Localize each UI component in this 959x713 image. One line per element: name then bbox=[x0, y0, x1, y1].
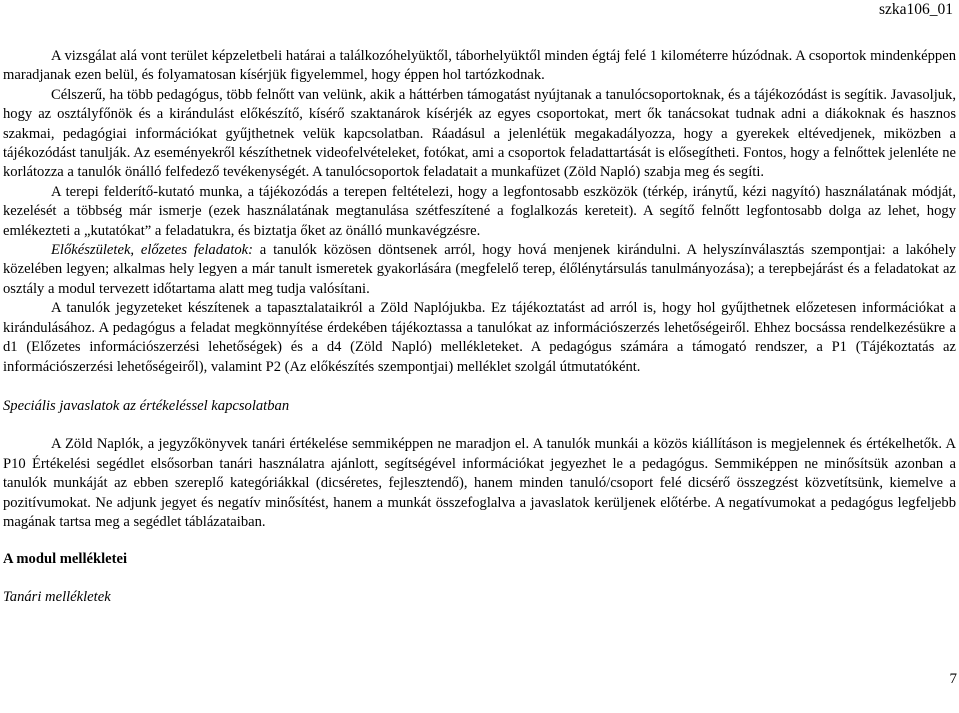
paragraph-area-boundaries: A vizsgálat alá vont terület képzeletbeli határai a találkozóhelyüktől, táborhelyüktől minden égtáj felé 1 kilométerre húzódnak. A csoportok mindenképpen maradjanak ezen belül, és folyamatosan kísérjük figyelemmel, hogy éppen hol tartózkodnak. bbox=[3, 48, 956, 84]
paragraph-preparation bbox=[3, 241, 956, 299]
document-body bbox=[3, 47, 956, 607]
preparation-label: Előkészületek, előzetes feladatok: bbox=[51, 242, 254, 259]
document-id: szka106_01 bbox=[878, 1, 953, 18]
heading-module-attachments: A modul mellékletei bbox=[3, 551, 128, 568]
heading-teacher-attachments: Tanári mellékletek bbox=[3, 588, 111, 605]
preparation-text: a tanulók közösen döntsenek arról, hogy hová menjenek kirándulni. A helyszínválasztás szempontjai: a lakóhely közelében legyen; alkalmas hely legyen a már tanult ismeretek gyakorlására (megfelelő terep, élőlénytársulás tanulmányozása); a terepbejárást és a feladatokat az osztály a modul tervezett időtartama alatt meg tudja valósítani. bbox=[3, 242, 956, 297]
paragraph-adult-support: Célszerű, ha több pedagógus, több felnőtt van velünk, akik a háttérben támogatást nyújtanak a tanulócsoportoknak, és a tájékozódást is segítik. Javasoljuk, hogy az osztályfőnök és a kirándulást előkészítő, kísérő szaktanárok kísérjék az egyes csoportokat, mert ők tanácsokat tudnak adni a diákoknak és hasznos szakmai, pedagógiai információkat gyűjthetnek velük kapcsolatban. Ráadásul a jelenlétük megakadályozza, hogy a gyerekek eltévedjenek, miközben a tájékozódást tanulják. Az eseményekről készíthetnek videofelvételeket, fotókat, ami a csoportok feladattartását is elősegítheti. Fontos, hogy a felnőttek jelenléte ne korlátozza a tanulók önálló felfedező tevékenységét. A tanulócsoportok feladatait a munkafüzet (Zöld Napló) szabja meg és segíti. bbox=[3, 86, 956, 181]
section-title-evaluation: Speciális javaslatok az értékeléssel kapcsolatban bbox=[3, 397, 290, 414]
paragraph-field-work: A terepi felderítő-kutató munka, a tájékozódás a terepen feltételezi, hogy a legfontosabb eszközök (térkép, iránytű, kézi nagyító) használatának módját, kezelését a többség már ismerje (ezek használatának megtanulása szétfeszítené a foglalkozás kereteit). A segítő felnőtt legfontosabb dolga az lehet, hogy emlékezteti a „kutatókat” a feladatukra, és biztatja őket az önálló munkavégzésre. bbox=[3, 183, 956, 239]
page-number: 7 bbox=[949, 671, 957, 687]
paragraph-evaluation: A Zöld Naplók, a jegyzőkönyvek tanári értékelése semmiképpen ne maradjon el. A tanulók munkái a közös kiállításon is megjelennek és értékelhetők. A P10 Értékelési segédlet elsősorban tanári használatra ajánlott, segítségével információkat jegyezhet le a pedagógus. Semmiképpen ne minősítsük azonban a tanulók munkáját az ebben szereplő kategóriákkal (dicséretes, fejlesztendő), hanem minden tanuló/csoport felé dicsérő összegzést közvetítsünk, kiemelve a pozitívumokat. Ne adjunk jegyet és negatív minősítést, hanem a munkát összefoglalva a javaslatok kerüljenek előtérbe. A negatívumokat a pedagógus legfeljebb magának tartsa meg a segédlet táblázataiban. bbox=[3, 436, 956, 530]
paragraph-notes: A tanulók jegyzeteket készítenek a tapasztalataikról a Zöld Naplójukba. Ez tájékoztatást ad arról is, hogy hol gyűjthetnek előzetesen információkat a kirándulásához. A pedagógus a feladat megkönnyítése érdekében tájékoztassa a tanulókat az információszerzés lehetőségeiről. Ehhez bocsássa rendelkezésükre a d1 (Előzetes információszerzési lehetőségek) és a d4 (Zöld Napló) mellékleteket. A pedagógus számára a támogató rendszer, a P1 (Tájékoztatás az információszerzési lehetőségeiről), valamint P2 (Az előkészítés szempontjai) melléklet szolgál útmutatóként. bbox=[3, 300, 956, 375]
